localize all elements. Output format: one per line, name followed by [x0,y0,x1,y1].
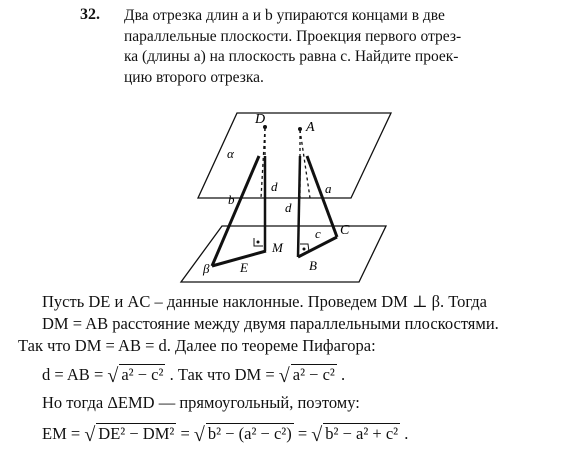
radicand-b2-a2c2: b² − (a² − c²) [207,424,292,443]
solution-line-2: DM = AB расстояние между двумя параллельными плоскостями. [42,314,499,333]
formula-eq-2: = [293,424,312,443]
solution-line-4: d = AB = √ a² − c² . Так что DM = √ a² − c² . [42,365,346,387]
segment-em [212,251,266,266]
label-b-segment: b [228,192,235,207]
solution-line-5: Но тогда ΔEMD — прямоугольный, поэтому: [42,393,360,412]
problem-line-2: параллельные плоскости. Проекция первого отрез- [124,27,462,45]
point-a [298,127,302,131]
problem-line-3: ка (длины a) на плоскость равна c. Найдите проек- [124,48,459,65]
radicand-a2-c2: a² − c² [121,365,164,384]
formula-d-ab: d = AB = [42,365,108,384]
label-c-point: C [340,223,350,238]
label-d-dm: d [271,179,278,194]
radicand-de-dm: DE² − DM² [98,424,175,443]
solution-line-6: EM = √ DE² − DM² = √ b² − (a² − c²) = √ b² − a² + c² . [42,424,409,446]
formula-end-dot: . [341,365,346,384]
radicand-final: b² − a² + c² [325,424,399,443]
solution-line-1: Пусть DE и AC – данные наклонные. Проведем DM ⊥ β. Тогда [42,292,487,311]
formula-eq-1: = [176,424,194,443]
label-e: E [240,260,248,275]
radicand-a2-c2-second: a² − c² [292,365,335,384]
plane-beta [181,226,386,282]
label-c-segment: c [315,226,321,241]
formula-so-dm: . Так что DM = [169,365,279,384]
label-d-ab: d [285,200,292,215]
formula-em: EM = [42,424,85,443]
problem-number: 32. [80,6,100,23]
label-a-point: A [306,120,315,135]
formula-end-dot-2: . [404,424,409,443]
label-m: M [272,240,283,255]
segment-ab [298,156,300,257]
segment-ac [307,156,337,237]
segment-de [212,156,259,266]
problem-line-4: цию второго отрезка. [124,68,264,86]
label-d: D [255,112,266,127]
label-a-segment: a [325,181,332,196]
problem-line-1: Два отрезка длин a и b упираются концами в две [124,7,445,24]
label-b-point: B [309,258,317,273]
label-beta: β [203,261,210,276]
solution-line-3: Так что DM = AB = d. Далее по теореме Пифагора: [18,336,376,355]
label-alpha: α [227,146,234,161]
